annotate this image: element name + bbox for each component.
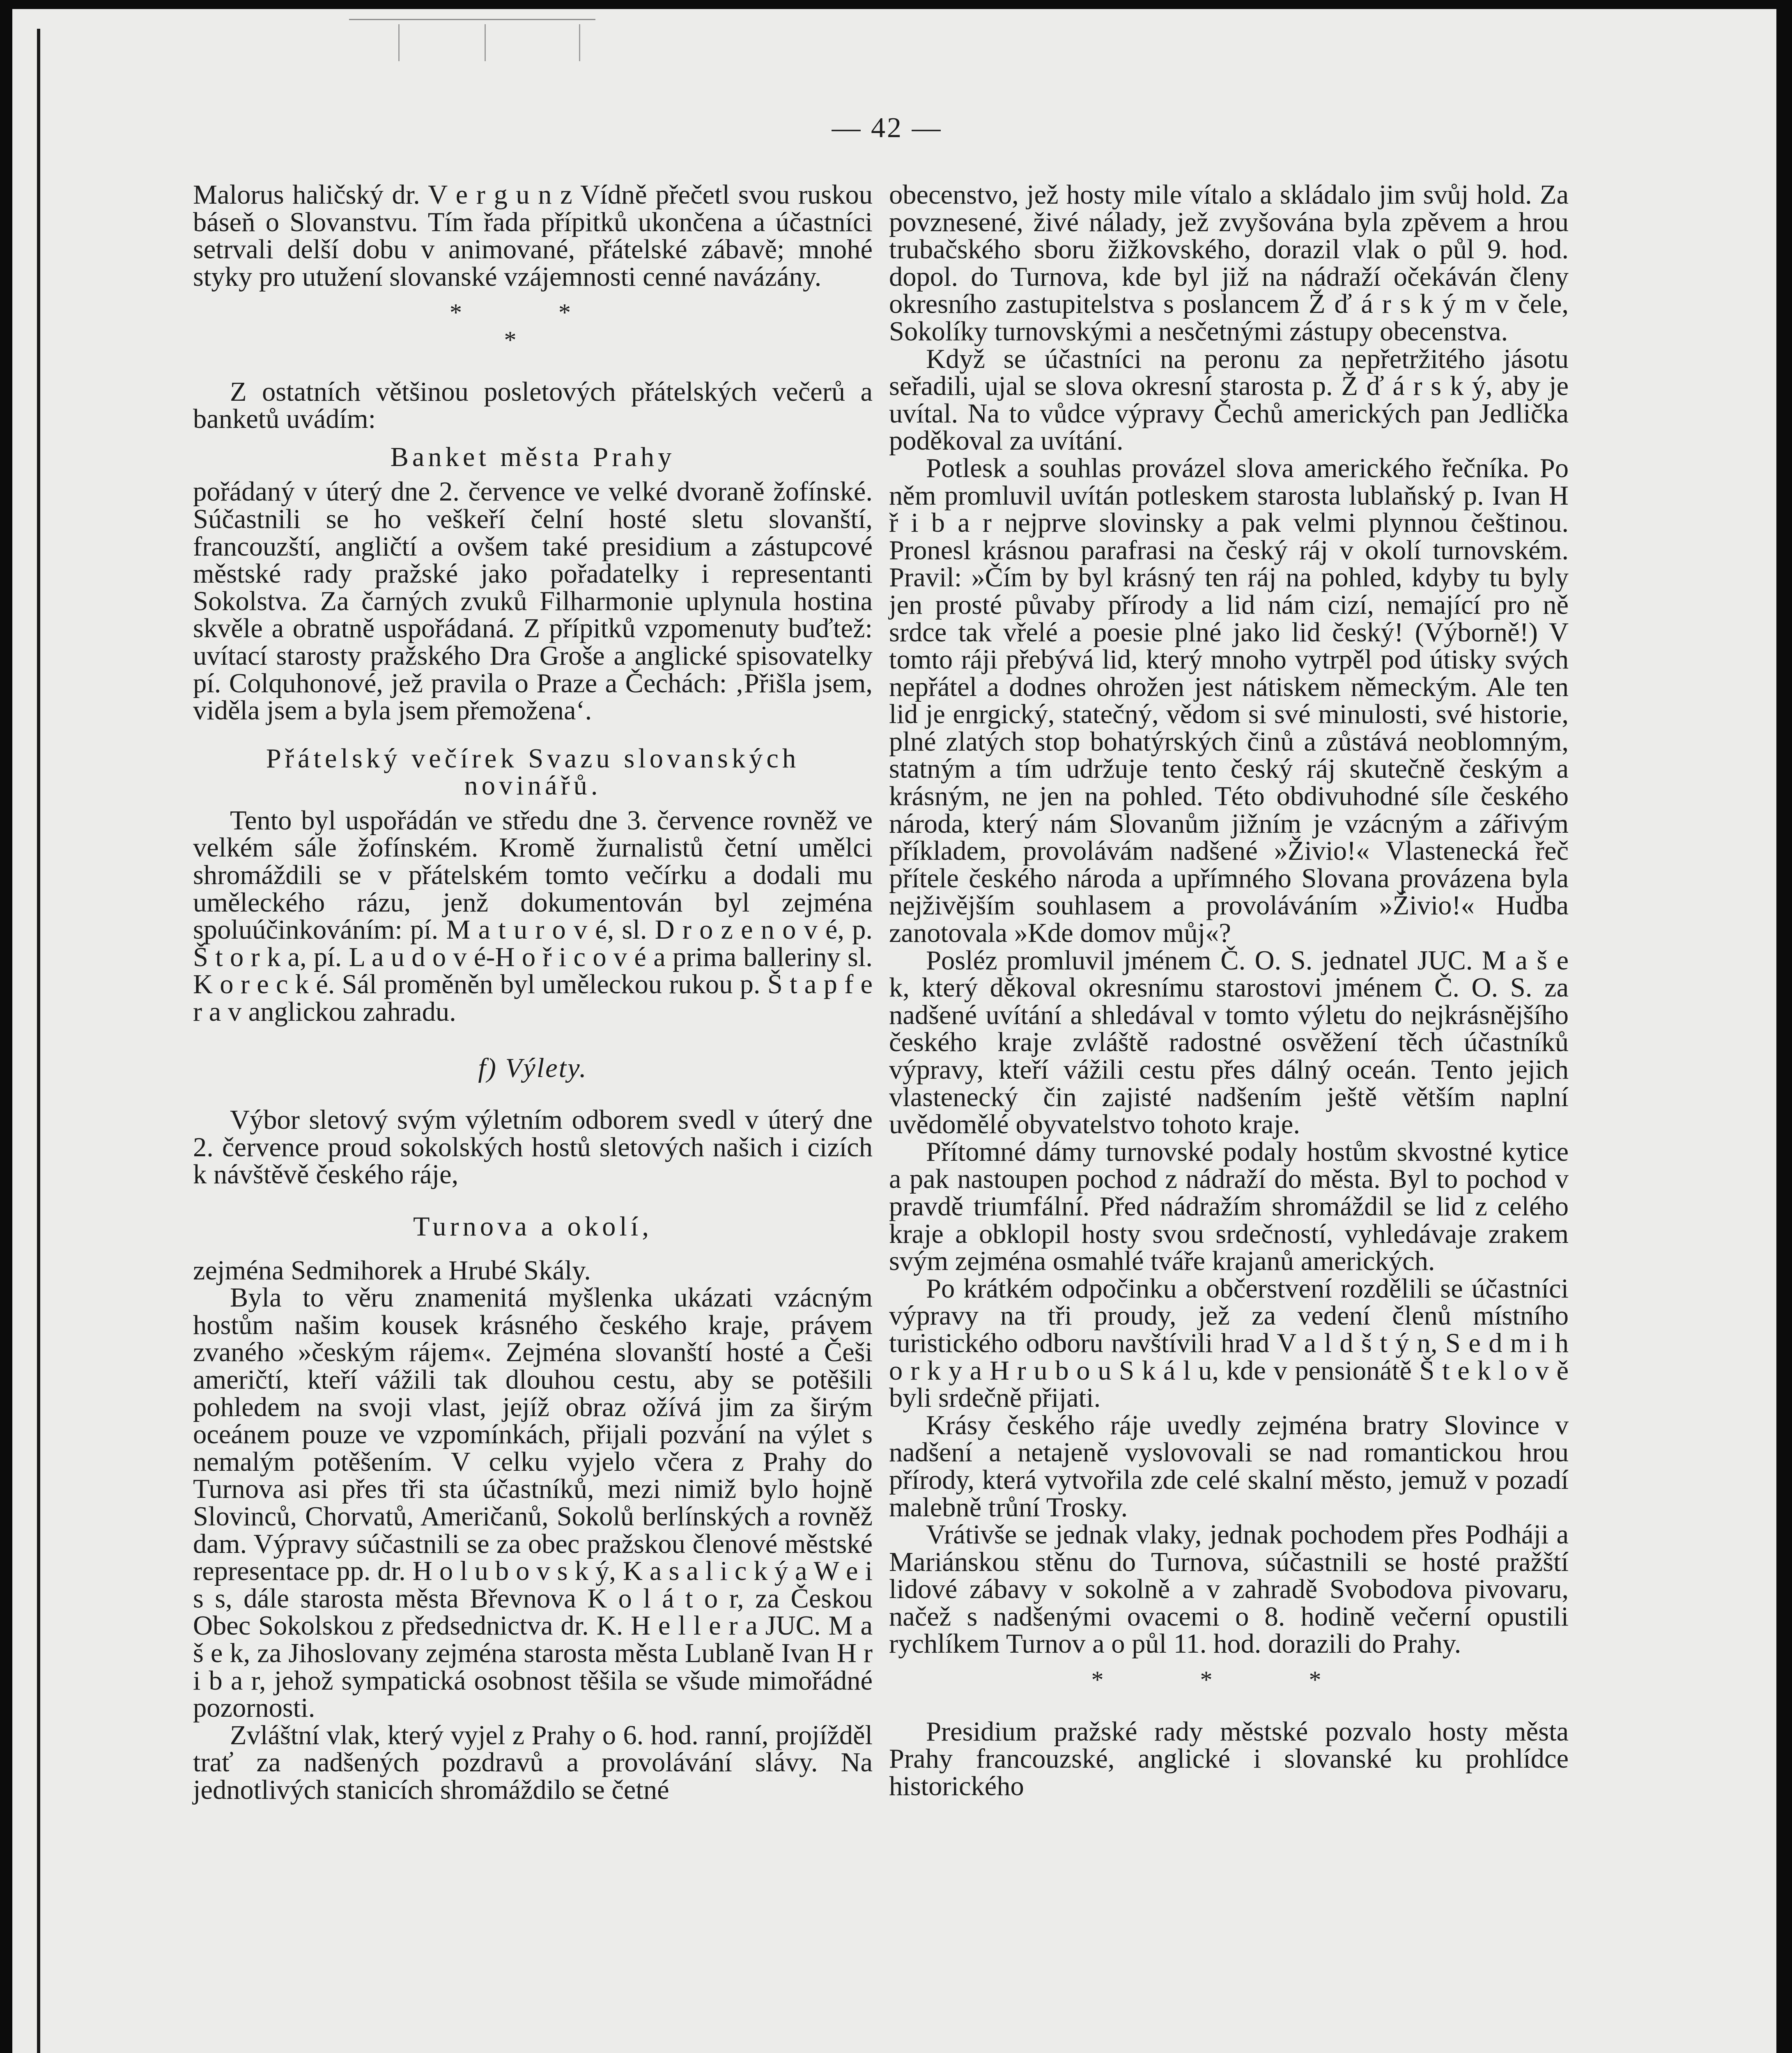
paragraph: Z ostatních většinou posletových přátelských večerů a banketů uvádím: bbox=[193, 377, 873, 434]
scanned-page bbox=[12, 9, 1776, 2053]
paragraph: obecenstvo, jež hosty mile vítalo a skládalo jim svůj hold. Za povznesené, živé nálady, jež zvyšována byla zpěvem a hrou trubačského sboru žižkovského, dorazil vlak o půl 9. hod. dopol. do Turnova, kde byl již na nádraží očekáván členy okresního zastupitelstva s poslancem Ž ď á r s k ý m v čele, Sokolíky turnovskými a nesčetnými zástupy obecenstva. bbox=[889, 180, 1569, 347]
page-number: — 42 — bbox=[832, 112, 942, 144]
section-divider-stars: * * bbox=[450, 299, 616, 326]
section-divider-star: * bbox=[504, 326, 562, 354]
paragraph: Zvláštní vlak, který vyjel z Prahy o 6. hod. ranní, projížděl trať za nadšených pozdravů a provolávání slávy. Na jednotlivých stanicích shromáždilo se četné bbox=[193, 1720, 873, 1805]
paragraph: Tento byl uspořádán ve středu dne 3. července rovněž ve velkém sále žofínském. Kromě žurnalistů četní umělci shromáždili se v přátelském tomto večírku a dodali mu uměleckého rázu, jenž dokumentován byl zejména spoluúčinkováním: pí. M a t u r o v é, sl. D r o z e n o v é, p. Š t o r k a, pí. L a u d o v é-H o ř i c o v é a prima balleriny sl. K o r e c k é. Sál proměněn byl uměleckou rukou p. Š t a p f e r a v anglickou zahradu. bbox=[193, 805, 873, 1027]
library-stamp-mark bbox=[349, 19, 595, 65]
paragraph: Když se účastníci na peronu za nepřetržitého jásotu seřadili, ujal se slova okresní starosta p. Ž ď á r s k ý, aby je uvítal. Na to vůdce výpravy Čechů amerických pan Jedlička poděkoval za uvítání. bbox=[889, 344, 1569, 456]
right-column bbox=[889, 181, 1569, 1800]
section-heading: f) Výlety. bbox=[478, 1053, 588, 1083]
section-heading: Přátelský večírek Svazu slovanských novinářů. bbox=[266, 743, 800, 801]
section-heading: Banket města Prahy bbox=[390, 442, 675, 472]
paragraph: Potlesk a souhlas provázel slova amerického řečníka. Po něm promluvil uvítán potleskem starosta lublaňský p. Ivan H ř i b a r nejprve slovinsky a pak velmi plynnou češtinou. Pronesl krásnou parafrasi na český ráj v okolí turnovském. Pravil: »Čím by byl krásný ten ráj na pohled, kdyby tu byly jen prosté půvaby přírody a lid nám cizí, nemající pro ně srdce tak vřelé a poesie plné jako lid český! (Výborně!) V tomto ráji přebývá lid, který mnoho vytrpěl pod útisky svých nepřátel a dodnes ohrožen jest nátiskem německým. Ale ten lid je enrgický, statečný, vědom si své minulosti, své historie, plné zlatých stop bohatýrských činů a zůstává neoblomným, statným a tím udržuje tento český ráj skutečně českým a krásným, ne jen na pohled. Této obdivuhodné síle českého národa, který nám Slovanům jižním je vzácným a zářivým příkladem, provolávám nadšené »Živio!« Vlastenecká řeč přítele českého národa a upřímného Slovana provázena byla nejživějším souhlasem a provoláváním »Živio!« Hudba zanotovala »Kde domov můj«? bbox=[889, 453, 1569, 948]
paragraph: Posléz promluvil jménem Č. O. S. jednatel JUC. M a š e k, který děkoval okresnímu starostovi jménem Č. O. S. za nadšené uvítání a shledával v tomto výletu do nejkrásnějšího českého kraje zvláště radostné osvěžení těch účastníků výpravy, kteří vážili cestu přes dálný oceán. Tento jejich vlastenecký čin zajisté nadšením ještě větším naplní uvědomělé obyvatelstvo tohoto kraje. bbox=[889, 945, 1569, 1140]
paragraph: pořádaný v úterý dne 2. července ve velké dvoraně žofínské. Súčastnili se ho veškeří čelní hosté sletu slovanští, francouzští, angličtí a ovšem také presidium a zástupcové městské rady pražské jako pořadatelky i representanti Sokolstva. Za čarných zvuků Filharmonie uplynula hostina skvěle a obratně uspořádaná. Z přípitků vzpomenuty buďtež: uvítací starosty pražského Dra Groše a anglické spisovatelky pí. Colquhonové, jež pravila o Praze a Čechách: ‚Přišla jsem, viděla jsem a byla jsem přemožena‘. bbox=[193, 477, 873, 726]
paragraph: Přítomné dámy turnovské podaly hostům skvostné kytice a pak nastoupen pochod z nádraží do města. Byl to pochod v pravdě triumfální. Před nádražím shromáždil se lid z celého kraje a obklopil hosty svou srdečností, vyhledávaje zrakem svým zejména osmahlé tváře krajanů amerických. bbox=[889, 1137, 1569, 1277]
paragraph: Krásy českého ráje uvedly zejména bratry Slovince v nadšení a netajeně vyslovovali se nad romantickou hrou přírody, která vytvořila zde celé skalní město, jemuž v pozadí malebně trůní Trosky. bbox=[889, 1410, 1569, 1523]
paragraph: Po krátkém odpočinku a občerstvení rozdělili se účastníci výpravy na tři proudy, jež za vedení členů místního turistického odboru navštívili hrad V a l d š t ý n, S e d m i h o r k y a H r u b o u S k á l u, kde v pensionátě Š t e k l o v ě byli srdečně přijati. bbox=[889, 1273, 1569, 1413]
paragraph: Byla to věru znamenitá myšlenka ukázati vzácným hostům našim kousek krásného českého kraje, právem zvaného »českým rájem«. Zejména slovanští hosté a Češi američtí, kteří vážili tak dlouhou cestu, aby se potěšili pohledem na svoji vlast, jejíž obraz ožívá jim za širým oceánem pouze ve vzpomínkách, přijali pozvání na výlet s nemalým potěšením. V celku vyjelo včera z Prahy do Turnova asi přes tři sta účastníků, mezi nimiž bylo hojně Slovinců, Chorvatů, Američanů, Sokolů berlínských a rovněž dam. Výpravy súčastnili se za obec pražskou členové městské representace pp. dr. H o l u b o v s k ý, K a s a l i c k ý a W e i s s, dále starosta města Břevnova K o l á t o r, za Českou Obec Sokolskou z předsednictva dr. K. H e l l e r a JUC. M a š e k, za Jihoslovany zejména starosta města Lublaně Ivan H r i b a r, jehož sympatická osobnost těšila se všude mimořádné pozornosti. bbox=[193, 1283, 873, 1723]
paragraph: Malorus haličský dr. V e r g u n z Vídně přečetl svou ruskou báseň o Slovanstvu. Tím řada přípitků ukončena a účastníci setrvali delší dobu v animované, přátelské zábavě; mnohé styky pro utužení slovanské vzájemnosti cenné navázány. bbox=[193, 180, 873, 292]
paragraph: Vrátivše se jednak vlaky, jednak pochodem přes Podháji a Mariánskou stěnu do Turnova, súčastnili se hosté pražští lidové zábavy v sokolně a v zahradě Svobodova pivovaru, načež s nadšenými ovacemi o 8. hodině večerní opustili rychlíkem Turnov a o půl 11. hod. dorazili do Prahy. bbox=[889, 1520, 1569, 1659]
section-divider-stars: * * * bbox=[1091, 1666, 1367, 1694]
left-column bbox=[193, 181, 873, 1804]
paragraph: zejména Sedmihorek a Hrubé Skály. bbox=[193, 1255, 591, 1286]
paragraph: Výbor sletový svým výletním odborem svedl v úterý dne 2. července proud sokolských hostů sletových našich i cizích k návštěvě českého ráje, bbox=[193, 1105, 873, 1190]
paragraph: Presidium pražské rady městské pozvalo hosty města Prahy francouzské, anglické i slovanské ku prohlídce historického bbox=[889, 1716, 1569, 1801]
section-heading: Turnova a okolí, bbox=[413, 1212, 653, 1242]
